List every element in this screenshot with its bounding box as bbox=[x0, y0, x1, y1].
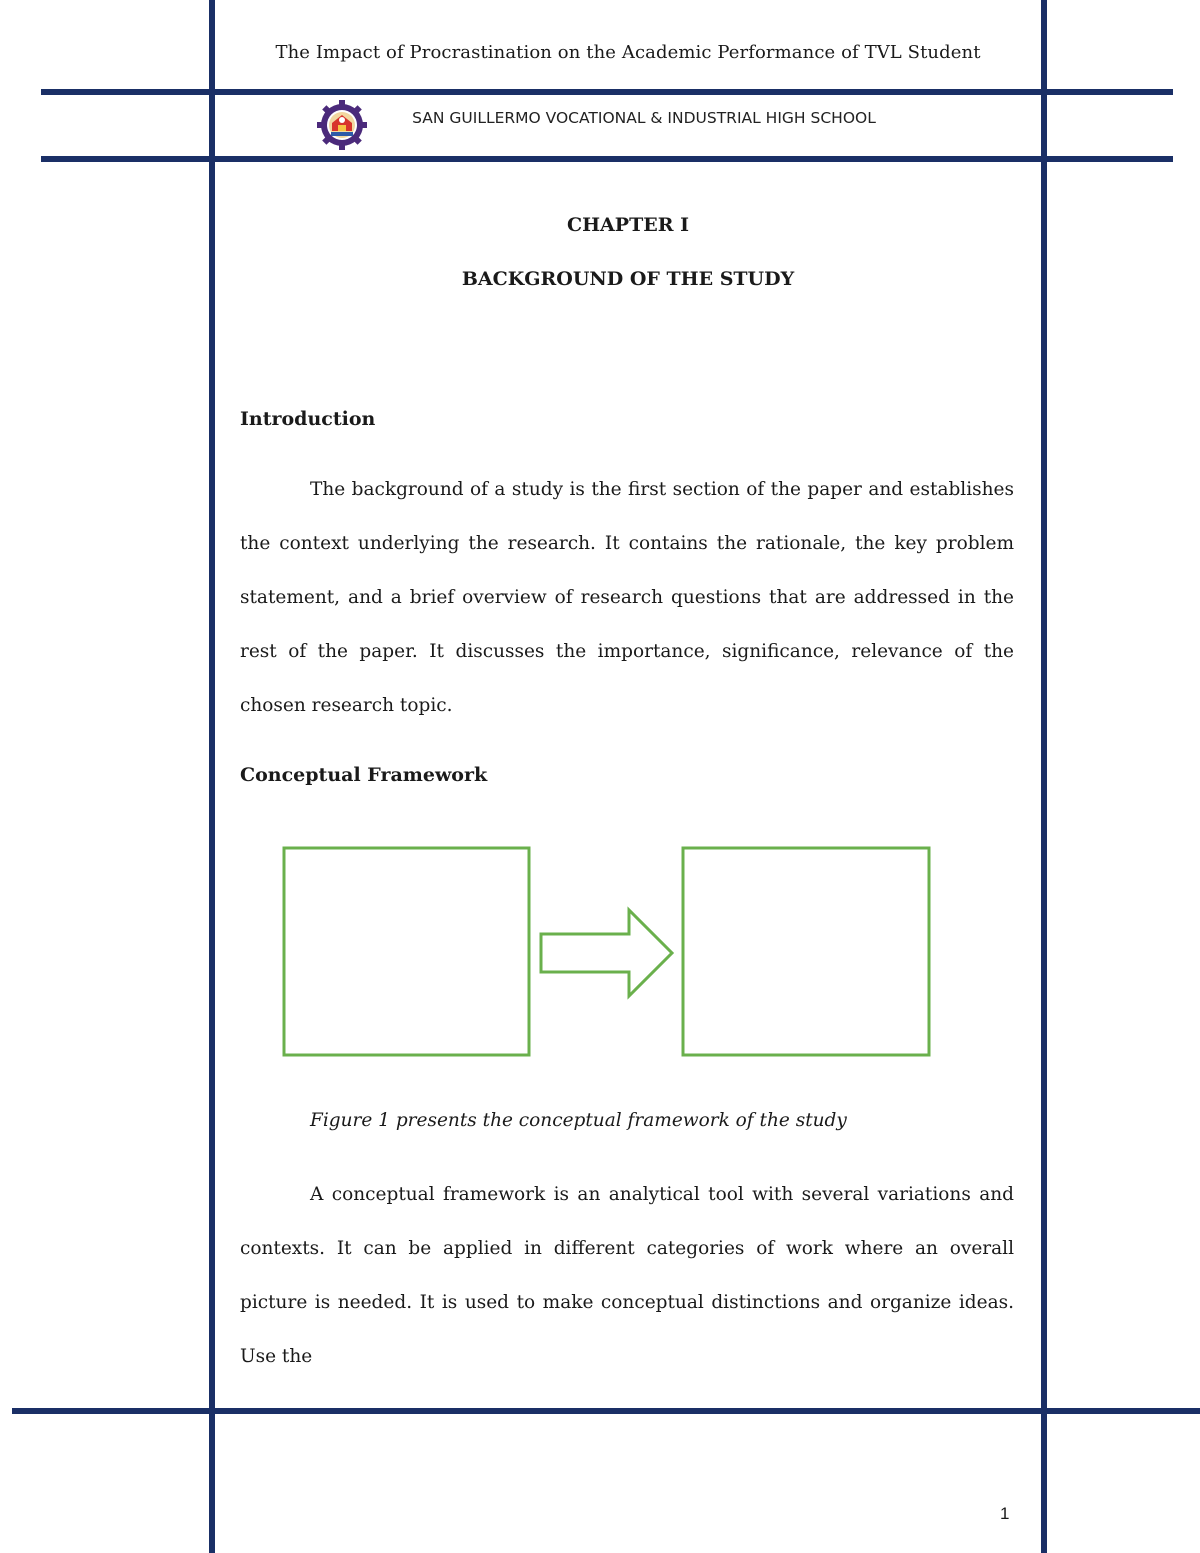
conceptual-framework-diagram bbox=[280, 844, 940, 1064]
framework-input-box bbox=[284, 848, 529, 1055]
page-number: 1 bbox=[1000, 1504, 1010, 1523]
header-top-rule bbox=[41, 89, 1173, 95]
conceptual-framework-heading: Conceptual Framework bbox=[240, 764, 488, 786]
figure-caption: Figure 1 presents the conceptual framework of the study bbox=[310, 1110, 847, 1131]
right-margin-rule bbox=[1041, 0, 1047, 1553]
framework-output-box bbox=[683, 848, 929, 1055]
running-title: The Impact of Procrastination on the Academic Performance of TVL Student bbox=[275, 42, 981, 63]
conceptual-framework-paragraph: A conceptual framework is an analytical tool with several variations and contexts. It can be applied in different categories of work where an overall picture is needed. It is used to make conceptual distinctions and organize ideas. Use the bbox=[240, 1184, 1014, 1367]
footer-rule bbox=[12, 1408, 1200, 1414]
chapter-title: BACKGROUND OF THE STUDY bbox=[461, 268, 795, 290]
right-arrow-icon bbox=[541, 910, 672, 996]
header-bottom-rule bbox=[41, 156, 1173, 162]
chapter-number: CHAPTER I bbox=[566, 214, 689, 236]
introduction-heading: Introduction bbox=[240, 408, 376, 430]
school-seal-icon bbox=[316, 99, 368, 151]
introduction-paragraph: The background of a study is the first section of the paper and establishes the context underlying the research. It contains the rationale, the key problem statement, and a brief overview of research questions that are addressed in the rest of the paper. It discusses the importance, significance, relevance of the chosen research topic. bbox=[240, 479, 1014, 716]
school-name: SAN GUILLERMO VOCATIONAL & INDUSTRIAL HIGH SCHOOL bbox=[412, 109, 876, 127]
